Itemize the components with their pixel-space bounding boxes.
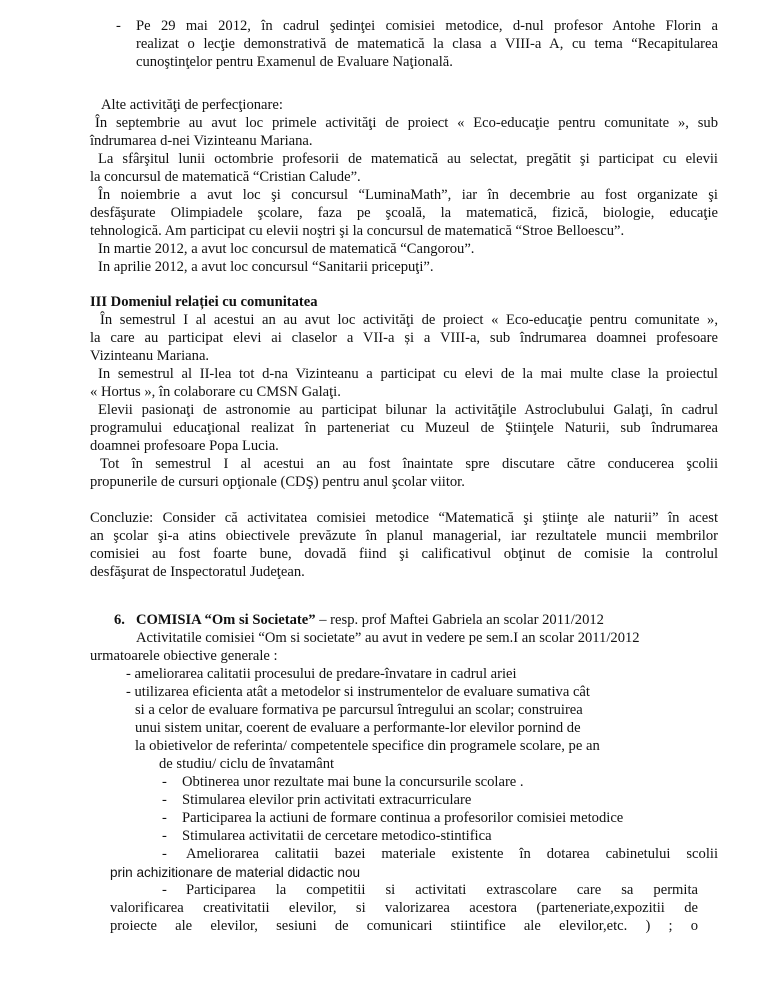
section6-title-rest: – resp. prof Maftei Gabriela an scolar 2011/2012 bbox=[315, 612, 604, 628]
intro-line: realizat o lecţie demonstrativă de matematică la clasa a VIII-a A, cu tema “Recapitularea bbox=[136, 36, 718, 52]
section3-line: În semestrul I al acestui an au avut loc activităţi de proiect « Eco-educaţie pentru comunitate », bbox=[100, 312, 718, 328]
conclusion-line: desfăşurat de Inspectoratul Judeţean. bbox=[90, 564, 305, 580]
section3-line: « Hortus », în colaborare cu CMSN Galaţi. bbox=[90, 384, 341, 400]
sans-line: prin achizitionare de material didactic nou bbox=[110, 865, 361, 880]
objective-item: si a celor de evaluare formativa pe parcursul întregului an scolar; construirea bbox=[135, 702, 583, 718]
bullet-dash: - bbox=[162, 792, 167, 808]
section3-line: In semestrul al II-lea tot d-na Vizinteanu a participat cu elevi de la mai multe clase la proiectul bbox=[98, 366, 718, 382]
bullet-dash: - bbox=[162, 846, 167, 862]
section3-line: Vizinteanu Mariana. bbox=[90, 348, 210, 364]
conclusion-line: an şcolar şi-a atins obiectivele prevăzute în planul managerial, iar rezultatele muncii membrilor bbox=[90, 528, 718, 544]
activity-line: îndrumarea d-nei Vizinteanu Mariana. bbox=[90, 133, 313, 149]
objective-item: la obietivelor de referinta/ competentele specifice din programele scolare, pe an bbox=[135, 738, 600, 754]
activity-line: În septembrie au avut loc primele activităţi de proiect « Eco-educaţie pentru comunitate », sub bbox=[95, 115, 718, 131]
objective-item: - utilizarea eficienta atât a metodelor si instrumentelor de evaluare sumativa cât bbox=[126, 684, 590, 700]
bullet-dash: - bbox=[162, 828, 167, 844]
section6-title bbox=[136, 612, 604, 629]
bullet-dash: - bbox=[116, 18, 121, 34]
objective-item: unui sistem unitar, coerent de evaluare a performante-lor elevilor pornind de bbox=[135, 720, 581, 736]
section3-line: propunerile de cursuri opţionale (CDŞ) pentru anul şcolar viitor. bbox=[90, 474, 465, 490]
objective-bullet: Participarea la actiuni de formare continua a profesorilor comisiei metodice bbox=[182, 810, 624, 826]
objective-bullet: Obtinerea unor rezultate mai bune la concursurile scolare . bbox=[182, 774, 524, 790]
bullet-dash: - bbox=[162, 882, 167, 898]
objective-bullet: Ameliorarea calitatii bazei materiale existente în dotarea cabinetului scolii bbox=[186, 846, 718, 862]
section-heading: III Domeniul relației cu comunitatea bbox=[90, 294, 318, 310]
section6-title-bold: COMISIA “Om si Societate” bbox=[136, 612, 316, 628]
activity-line: In aprilie 2012, a avut loc concursul “Sanitarii pricepuţi”. bbox=[98, 259, 434, 275]
section3-line: la care au participat elevi ai claselor a VII-a și a VIII-a, sub îndrumarea doamnei profesoare bbox=[90, 330, 718, 346]
section-number: 6. bbox=[114, 612, 125, 628]
section3-line: programului educaţional realizat în parteneriat cu Muzeul de Ştiinţele Naturii, sub îndrumarea bbox=[90, 420, 718, 436]
activity-line: desfăşurate Olimpiadele şcolare, faza pe şcoală, la matematică, fizică, biologie, educaţie bbox=[90, 205, 718, 221]
activity-line: La sfârşitul lunii octombrie profesorii de matematică au selectat, pregătit şi participat cu elevii bbox=[98, 151, 718, 167]
objective-bullet: Stimularea activitatii de cercetare metodico-stintifica bbox=[182, 828, 492, 844]
activity-line: În noiembrie a avut loc şi concursul “LuminaMath”, iar în decembrie au fost organizate şi bbox=[98, 187, 718, 203]
intro-line: Pe 29 mai 2012, în cadrul şedinţei comisiei metodice, d-nul profesor Antohe Florin a bbox=[136, 18, 718, 34]
activity-line: tehnologică. Am participat cu elevii noştri şi la concursul de matematică “Stroe Belloescu”. bbox=[90, 223, 625, 239]
section6-intro: urmatoarele obiective generale : bbox=[90, 648, 278, 664]
conclusion-line: comisiei au fost foarte bune, dovadă fiind şi calificativul obţinut de comisie la controlul bbox=[90, 546, 718, 562]
bullet-dash: - bbox=[162, 810, 167, 826]
other-activities-heading: Alte activităţi de perfecţionare: bbox=[101, 97, 283, 113]
intro-line: cunoştinţelor pentru Examenul de Evaluare Naţională. bbox=[136, 54, 453, 70]
objective-bullet: Stimularea elevilor prin activitati extracurriculare bbox=[182, 792, 472, 808]
section3-line: Tot în semestrul I al acestui an au fost înaintate spre discutare către conducerea şcolii bbox=[100, 456, 718, 472]
objective-bullet: Participarea la competitii si activitati extrascolare care sa permita bbox=[186, 882, 698, 898]
conclusion-line: Concluzie: Consider că activitatea comisiei metodice “Matematică şi ştiinţe ale naturii” în acest bbox=[90, 510, 718, 526]
section3-line: Elevii pasionaţi de astronomie au participat bilunar la activităţile Astroclubului Galaţi, în cadrul bbox=[98, 402, 718, 418]
objective-item: de studiu/ ciclu de învatamânt bbox=[159, 756, 335, 772]
objective-item: - ameliorarea calitatii procesului de predare-învatare in cadrul ariei bbox=[126, 666, 517, 682]
tail-line: valorificarea creativitatii elevilor, si valorizarea acestora (parteneriate,expozitii de bbox=[110, 900, 698, 916]
section3-line: doamnei profesoare Popa Lucia. bbox=[90, 438, 279, 454]
activity-line: la concursul de matematică “Cristian Calude”. bbox=[90, 169, 361, 185]
tail-line: proiecte ale elevilor, sesiuni de comunicari stiintifice ale elevilor,etc. ) ; o bbox=[110, 918, 698, 934]
activity-line: In martie 2012, a avut loc concursul de matematică “Cangorou”. bbox=[98, 241, 475, 257]
bullet-dash: - bbox=[162, 774, 167, 790]
section6-intro: Activitatile comisiei “Om si societate” au avut in vedere pe sem.I an scolar 2011/2012 bbox=[136, 630, 640, 646]
